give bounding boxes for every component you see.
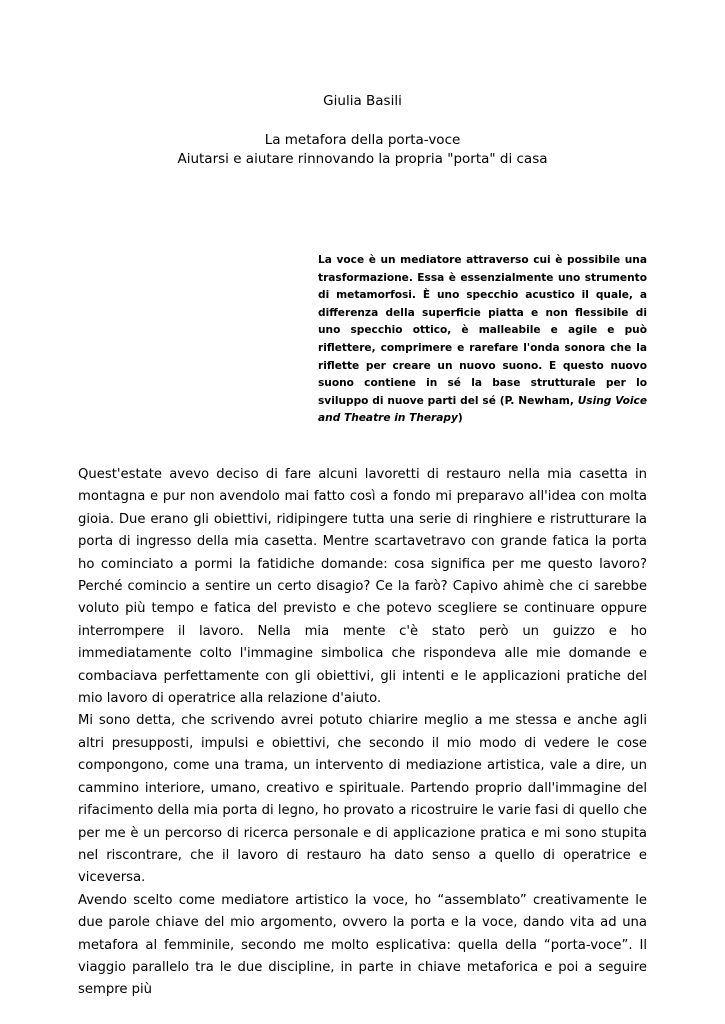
epigraph-text: La voce è un mediatore attraverso cui è possibile una trasformazione. Essa è essenzialmente uno strumento di metamorfosi. È uno specchio acustico il quale, a differenza della superficie piatta e non flessibile di uno specchio ottico, è malleabile e agile e può riflettere, comprimere e rarefare l'onda sonora che la riflette per creare un nuovo suono. E questo nuovo suono contiene in sé la base strutturale per lo sviluppo di nuove parti del sé ( xyxy=(318,254,647,407)
body-paragraph: Avendo scelto come mediatore artistico la voce, ho “assemblato” creativamente le due parole chiave del mio argomento, ovvero la porta e la voce, dando vita ad una metafora al femminile, secondo me molto esplicativa: quella della “porta-voce”. Il viaggio parallelo tra le due discipline, in parte in chiave metaforica e poi a seguire sempre più xyxy=(78,892,647,998)
body-paragraph: Quest'estate avevo deciso di fare alcuni lavoretti di restauro nella mia casetta in montagna e pur non avendolo mai fatto così a fondo mi preparavo all'idea con molta gioia. Due erano gli obiettivi, ridipingere tutta una serie di ringhiere e ristrutturare la porta di ingresso della mia casetta. Mentre scartavetravo con grande fatica la porta ho cominciato a pormi la fatidiche domande: cosa significa per me questo lavoro? Perché comincio a sentire un certo disagio? Ce la farò? Capivo ahimè che ci sarebbe voluto più tempo e fatica del previsto e che potevo scegliere se continuare oppure interrompere il lavoro. Nella mia mente c'è stato però un guizzo e ho immediatamente colto l'immagine simbolica che rispondeva alle mie domande e combaciava perfettamente con gli obiettivi, gli intenti e le applicazioni pratiche del mio lavoro di operatrice alla relazione d'aiuto. xyxy=(78,467,647,707)
epigraph-quote xyxy=(318,252,647,428)
body-paragraph: Mi sono detta, che scrivendo avrei potuto chiarire meglio a me stessa e anche agli altri presupposti, impulsi e obiettivi, che secondo il mio modo di vedere le cose compongono, come una trama, un intervento di mediazione artistica, vale a dire, un cammino interiore, umano, creativo e spirituale. Partendo proprio dall'immagine del rifacimento della mia porta di legno, ho provato a ricostruire le varie fasi di quello che per me è un percorso di ricerca personale e di applicazione pratica e mi sono stupita nel riscontrare, che il lavoro di restauro ha dato senso a quello di operatrice e viceversa. xyxy=(78,713,648,886)
document-subtitle: Aiutarsi e aiutare rinnovando la propria "porta" di casa xyxy=(177,151,548,167)
epigraph-source-title: Using Voice and Theatre in Therapy xyxy=(318,394,648,425)
document-title: La metafora della porta-voce xyxy=(264,132,461,148)
body-text xyxy=(78,464,647,1002)
epigraph-source-close: ) xyxy=(457,412,463,425)
author-name: Giulia Basili xyxy=(323,93,402,109)
epigraph-source-author: P. Newham, xyxy=(504,394,578,407)
title-block xyxy=(0,131,725,169)
